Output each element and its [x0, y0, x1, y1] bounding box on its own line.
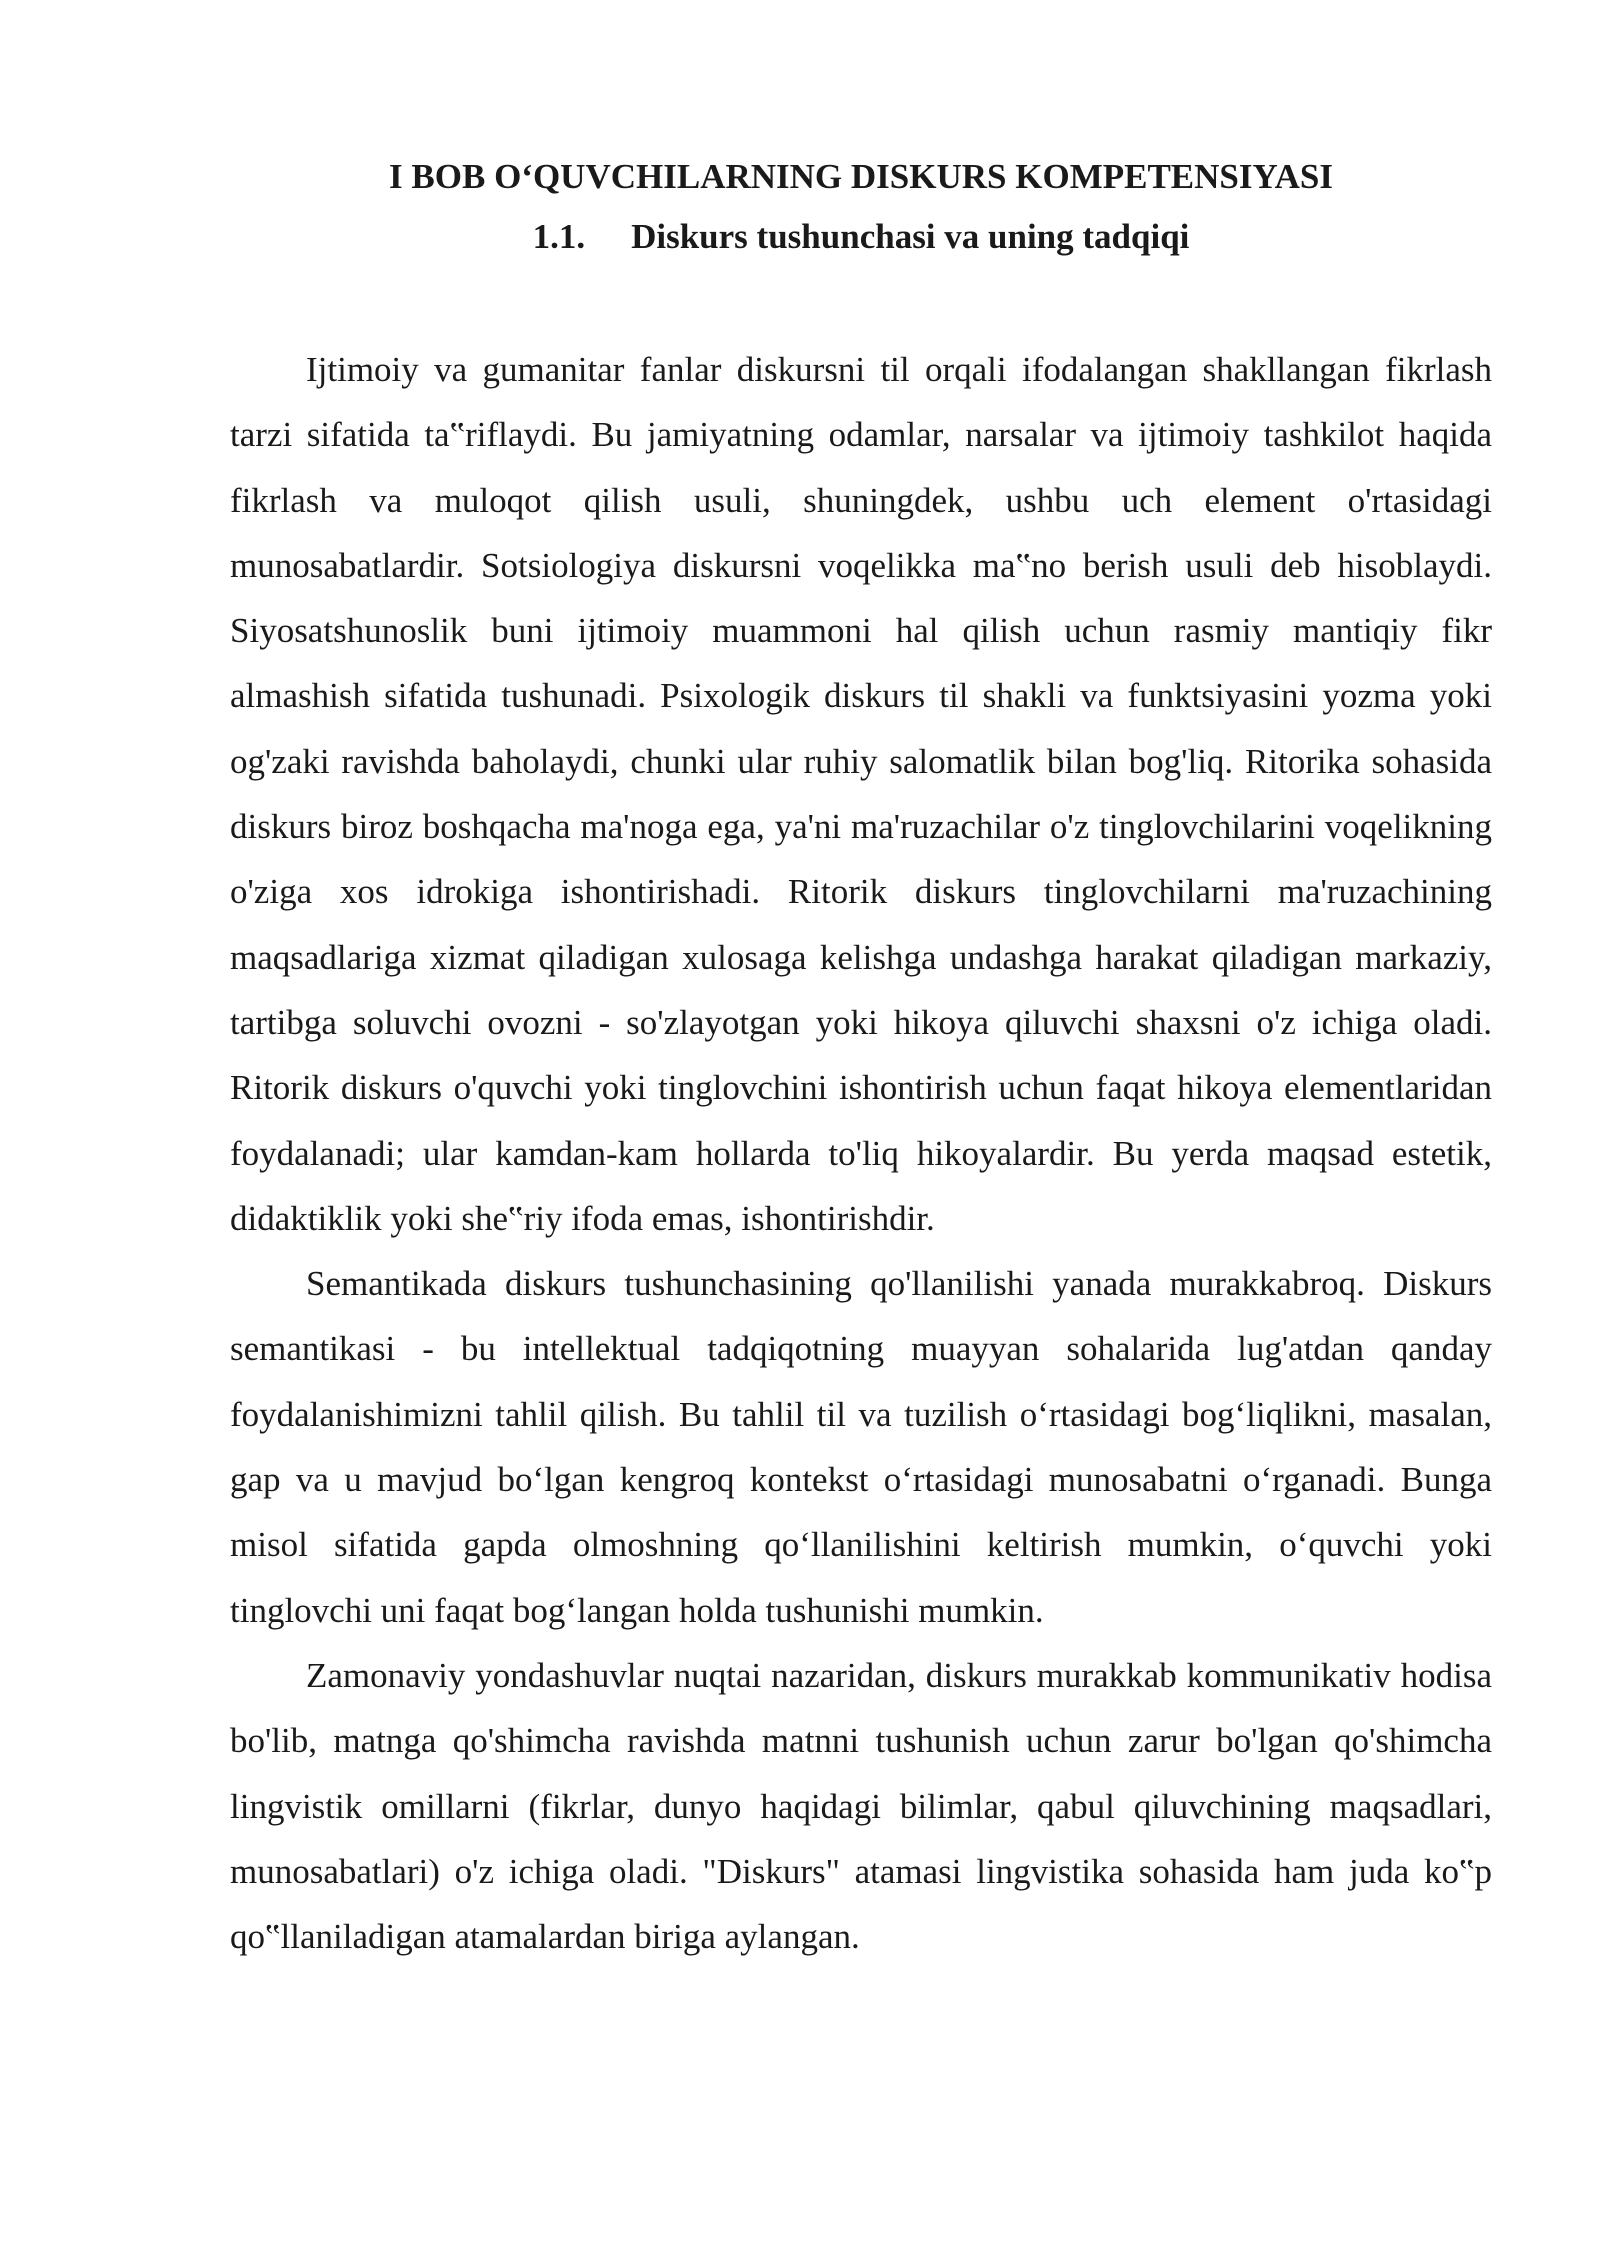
paragraph-3: Zamonaviy yondashuvlar nuqtai nazaridan, diskurs murakkab kommunikativ hodisa bo'lib, matnga qo'shimcha ravishda matnni tushunish uchun zarur bo'lgan qo'shimcha lingvistik omillarni (fikrlar, dunyo haqidagi bilimlar, qabul qiluvchining maqsadlari, munosabatlari) o'z ichiga oladi. "Diskurs" atamasi lingvistika sohasida ham juda ko‟p qo‟llaniladigan atamalardan biriga aylangan. [230, 1655, 1492, 1957]
section-title: Diskurs tushunchasi va uning tadqiqi [631, 217, 1190, 256]
paragraph-1: Ijtimoiy va gumanitar fanlar diskursni til orqali ifodalangan shakllangan fikrlash tarzi sifatida ta‟riflaydi. Bu jamiyatning odamlar, narsalar va ijtimoiy tashkilot haqida fikrlash va muloqot qilish usuli, shuningdek, ushbu uch element o'rtasidagi munosabatlardir. Sotsiologiya diskursni voqelikka ma‟no berish usuli deb hisoblaydi. Siyosatshunoslik buni ijtimoiy muammoni hal qilish uchun rasmiy mantiqiy fikr almashish sifatida tushunadi. Psixologik diskurs til shakli va funktsiyasini yozma yoki og'zaki ravishda baholaydi, chunki ular ruhiy salomatlik bilan bog'liq. Ritorika sohasida diskurs biroz boshqacha ma'noga ega, ya'ni ma'ruzachilar o'z tinglovchilarini voqelikning o'ziga xos idrokiga ishontirishadi. Ritorik diskurs tinglovchilarni ma'ruzachining maqsadlariga xizmat qiladigan xulosaga kelishga undashga harakat qiladigan markaziy, tartibga soluvchi ovozni - so'zlayotgan yoki hikoya qiluvchi shaxsni o'z ichiga oladi. Ritorik diskurs o'quvchi yoki tinglovchini ishontirish uchun faqat hikoya elementlaridan foydalanadi; ular kamdan-kam hollarda to'liq hikoyalardir. Bu yerda maqsad estetik, didaktiklik yoki she‟riy ifoda emas, ishontirishdir. [230, 350, 1492, 1238]
paragraph-2: Semantikada diskurs tushunchasining qo'llanilishi yanada murakkabroq. Diskurs semantikasi - bu intellektual tadqiqotning muayyan sohalarida lug'atdan qanday foydalanishimizni tahlil qilish. Bu tahlil til va tuzilish o‘rtasidagi bog‘liqlikni, masalan, gap va u mavjud bo‘lgan kengroq kontekst o‘rtasidagi munosabatni o‘rganadi. Bunga misol sifatida gapda olmoshning qo‘llanilishini keltirish mumkin, o‘quvchi yoki tinglovchi uni faqat bog‘langan holda tushunishi mumkin. [230, 1264, 1492, 1630]
section-number: 1.1. [532, 217, 586, 256]
document-page [230, 0, 1492, 1969]
body-text [230, 337, 1492, 1969]
chapter-title: I BOB O‘QUVCHILARNING DISKURS KOMPETENSIYASI [389, 157, 1333, 196]
section-heading [230, 207, 1492, 267]
